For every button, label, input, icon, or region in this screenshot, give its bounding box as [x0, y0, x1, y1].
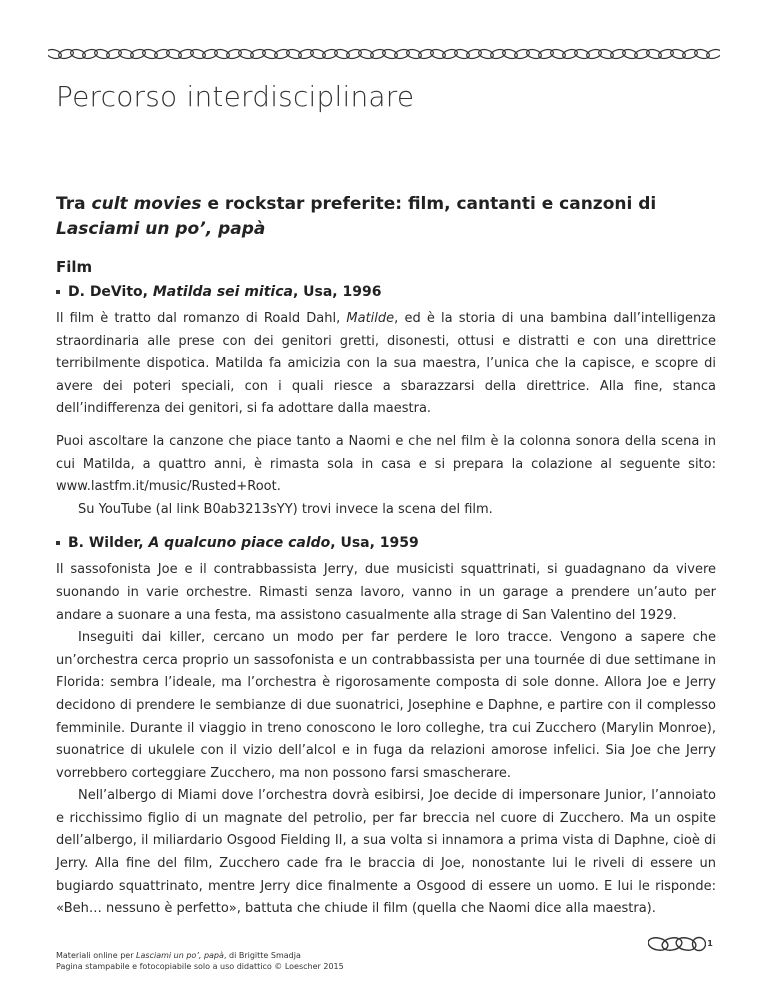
plot-paragraph: Inseguiti dai killer, cercano un modo per far perdere le loro tracce. Vengono a sapere che un’orchestra cerca proprio un sassofonista e un contrabbassista per una tournée di due settimane in Florida: sembra l’ideale, ma l’orchestra è rigorosamente composta di sole donne. Allora Joe e Jerry decidono di prendere le sembianze di due suonatrici, Josephine e Daphne, e partire con il complesso femminile. Durante il viaggio in treno conoscono le loro colleghe, tra cui Zucchero (Marylin Monroe), suonatrice di ukulele con il vizio dell’alcol e in fuga da relazioni amorose infelici. Sia Joe che Jerry vorrebbero corteggiare Zucchero, ma non possono farsi smascherare.	[56, 630, 716, 781]
chain-ornament-top	[48, 44, 720, 64]
text-segment: , ed è la storia di una bambina dall’intelligenza straordinaria alle prese con dei genitori gretti, disonesti, ottusi e distratti e con una direttrice terribilmente dispotica. Matilda fa amicizia con la sua maestra, l’unica che la capisce, e scopre di avere dei poteri speciali, con i quali riesce a sbarazzarsi della direttrice. Alla fine, stanca dell’indifferenza dei genitori, si fa adottare dalla maestra.	[56, 311, 716, 417]
youtube-paragraph: Su YouTube (al link B0ab3213sYY) trovi invece la scena del film.	[78, 501, 493, 517]
film-director: D. DeVito,	[68, 284, 148, 300]
chain-ornament-footer	[648, 932, 706, 956]
page-footer	[56, 950, 344, 972]
plot-paragraph: Il sassofonista Joe e il contrabbassista Jerry, due musicisti squattrinati, si guadagnano da vivere suonando in varie orchestre. Rimasti senza lavoro, vanno in un garage a prendere un’auto per andare a suonare a una festa, ma assistono casualmente alla strage di San Valentino del 1929.	[56, 562, 716, 623]
page-number: 1	[707, 939, 713, 948]
film-title: A qualcuno piace caldo	[148, 535, 331, 552]
footer-text: , di Brigitte Smadja	[223, 951, 301, 960]
section-title-part: e rockstar preferite: film, cantanti e canzoni di	[201, 194, 657, 214]
square-bullet-icon	[56, 541, 60, 545]
section-title	[56, 192, 716, 242]
section-title-part: Tra	[56, 194, 92, 214]
square-bullet-icon	[56, 290, 60, 294]
film-country-year: , Usa, 1959	[330, 535, 419, 552]
footer-copyright: Pagina stampabile e fotocopiabile solo a uso didattico © Loescher 2015	[56, 962, 344, 971]
film-country-year: , Usa, 1996	[292, 284, 382, 300]
film-heading-matilda	[56, 284, 716, 300]
film-title: Matilda sei mitica	[152, 284, 293, 300]
plot-paragraph: Nell’albergo di Miami dove l’orchestra dovrà esibirsi, Joe decide di impersonare Junior, l’annoiato e ricchissimo figlio di un magnate del petrolio, per far breccia nel cuore di Zucchero. Ma un ospite dell’albergo, il miliardario Osgood Fielding II, a sua volta si innamora a prima vista di Daphne, cioè di Jerry. Alla fine del film, Zucchero cade fra le braccia di Joe, nonostante lui le riveli di essere un bugiardo squattrinato, mentre Jerry dice finalmente a Osgood di essere un uomo. E lui le risponde: «Beh… nessuno è perfetto», battuta che chiude il film (quella che Naomi dice alla maestra).	[56, 788, 716, 917]
footer-credits	[56, 950, 344, 961]
film-heading-some-like-it-hot	[56, 535, 716, 551]
footer-text: Materiali online per	[56, 951, 137, 960]
section-title-italic: cult movies	[91, 194, 202, 214]
page-title: Percorso interdisciplinare	[56, 80, 415, 113]
book-title-italic: Lasciami un po’, papà	[56, 219, 266, 239]
film-director: B. Wilder,	[68, 535, 144, 552]
footer-book-title: Lasciami un po’, papà	[136, 951, 224, 960]
main-content	[56, 192, 716, 921]
song-paragraph: Puoi ascoltare la canzone che piace tanto a Naomi e che nel film è la colonna sonora della scena in cui Matilda, a quattro anni, è rimasta sola in casa e si prepara la colazione al seguente sito: www.lastfm.it/music/Rusted+Root.	[56, 433, 716, 495]
text-segment: Il film è tratto dal romanzo di Roald Dahl,	[56, 311, 347, 326]
film-description	[56, 308, 716, 421]
novel-title: Matilde	[346, 311, 395, 326]
film-subheading: Film	[56, 258, 93, 276]
